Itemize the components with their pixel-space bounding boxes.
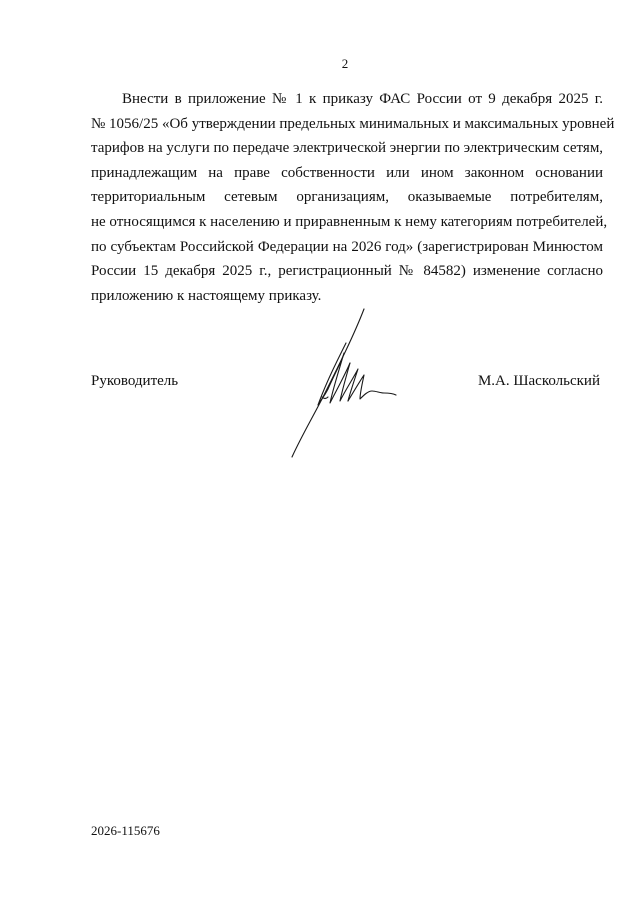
handwritten-signature [284, 305, 404, 465]
body-line: по субъектам Российской Федерации на 2026 год» (зарегистрирован Минюстом [91, 238, 603, 255]
body-line: территориальным сетевым организациям, оказываемые потребителям, [91, 189, 603, 206]
body-line: не относящимся к населению и приравненным к нему категориям потребителей, [91, 213, 608, 230]
signatory-name: М.А. Шаскольский [477, 373, 600, 389]
body-line: № 1056/25 «Об утверждении предельных минимальных и максимальных уровней [91, 115, 615, 132]
document-id: 2026-115676 [91, 823, 160, 838]
body-line: России 15 декабря 2025 г., регистрационный № 84582) изменение согласно [91, 263, 603, 280]
body-line: приложению к настоящему приказу. [91, 287, 322, 304]
signatory-role: Руководитель [91, 373, 179, 389]
body-line: тарифов на услуги по передаче электрической энергии по электрическим сетям, [91, 140, 604, 157]
body-line: принадлежащим на праве собственности или ином законном основании [91, 164, 603, 181]
page-number: 2 [341, 56, 349, 71]
body-paragraph [91, 87, 615, 308]
body-line: Внести в приложение № 1 к приказу ФАС России от 9 декабря 2025 г. [122, 91, 603, 107]
